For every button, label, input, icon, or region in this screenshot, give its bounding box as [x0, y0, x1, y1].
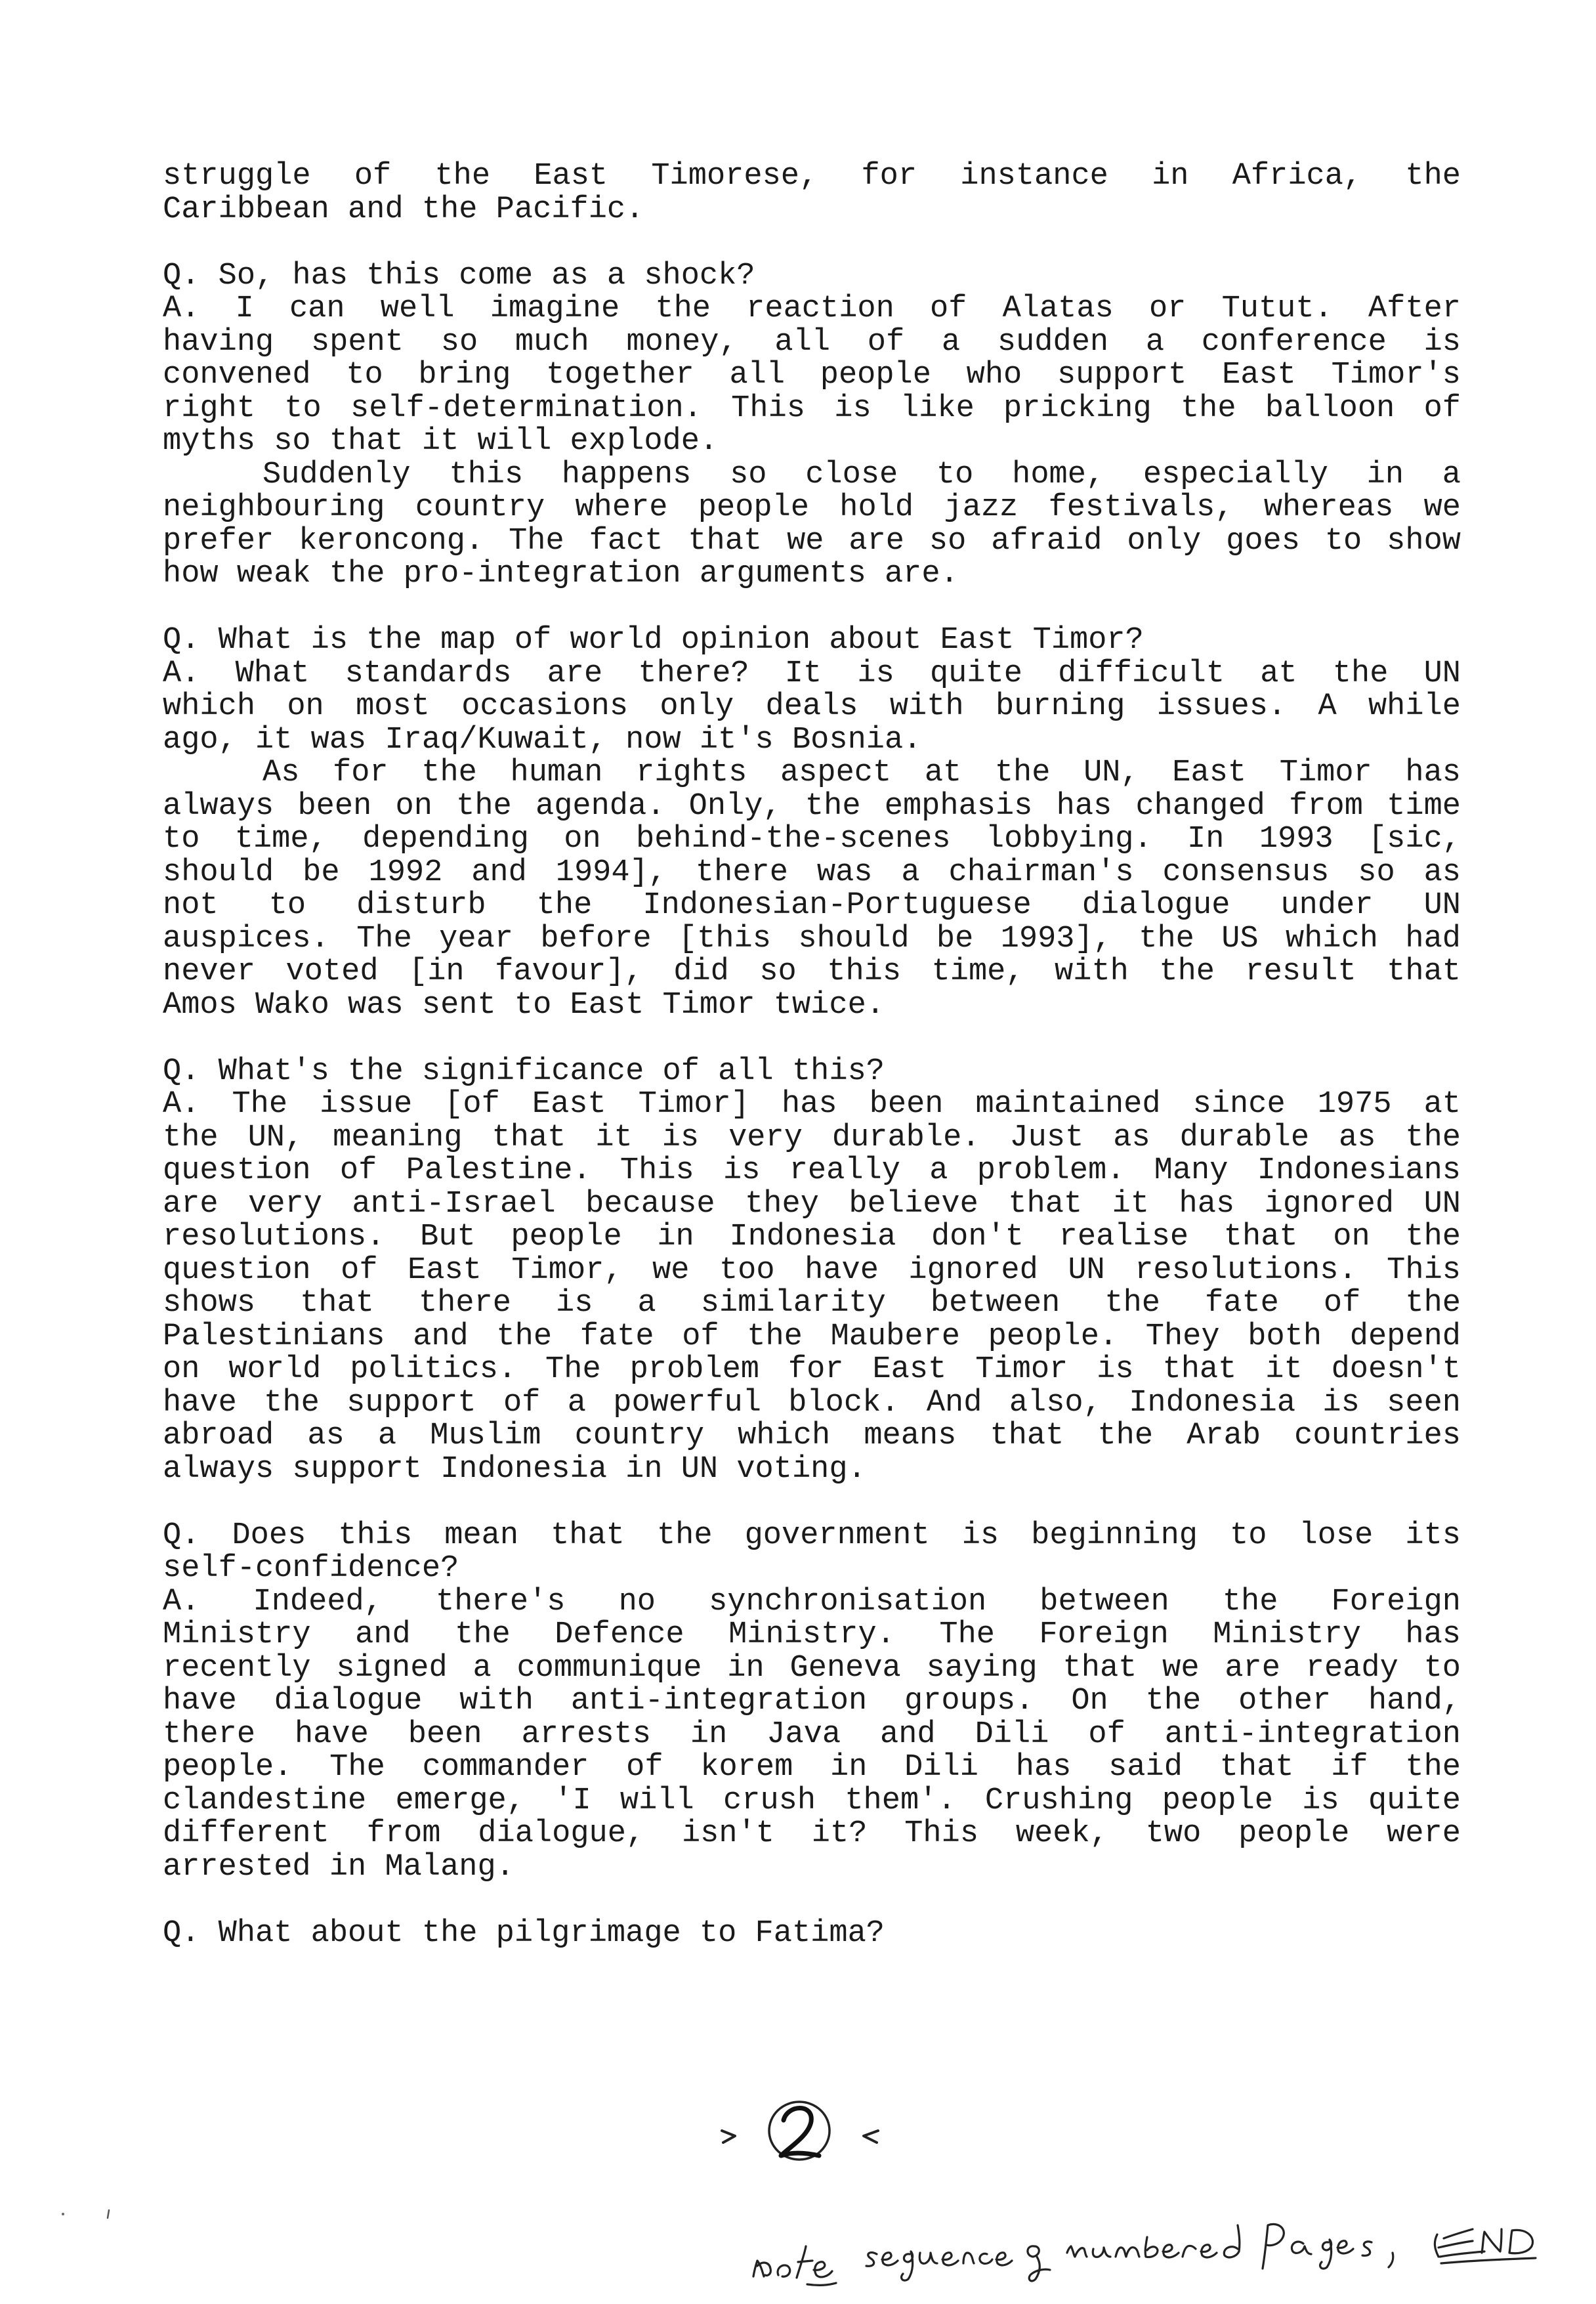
- text-line: Q. What's the significance of all this?: [163, 1055, 885, 1088]
- text-line: recently signed a communique in Geneva saying that we are ready to: [163, 1652, 1461, 1685]
- text-line: are very anti-Israel because they believe that it has ignored UN: [163, 1187, 1461, 1221]
- text-line: always been on the agenda. Only, the emphasis has changed from time: [163, 790, 1461, 823]
- paragraph-gap: [163, 1486, 1461, 1520]
- handwritten-page-number: [715, 2093, 886, 2171]
- text-line: different from dialogue, isn't it? This week, two people were: [163, 1818, 1461, 1851]
- text-line: Q. What is the map of world opinion about East Timor?: [163, 624, 1144, 658]
- paragraph: [163, 160, 1461, 226]
- text-line: Amos Wako was sent to East Timor twice.: [163, 989, 885, 1022]
- text-line: have dialogue with anti-integration groups. On the other hand,: [163, 1685, 1461, 1718]
- text-line: to time, depending on behind-the-scenes lobbying. In 1993 [sic,: [163, 823, 1461, 857]
- text-line: the UN, meaning that it is very durable. Just as durable as the: [163, 1121, 1461, 1155]
- text-line: Caribbean and the Pacific.: [163, 193, 644, 226]
- handwritten-note: [748, 2206, 1575, 2291]
- text-line: Palestinians and the fate of the Maubere people. They both depend: [163, 1320, 1461, 1354]
- text-line: people. The commander of korem in Dili has said that if the: [163, 1751, 1461, 1785]
- text-line: As for the human rights aspect at the UN, East Timor has: [262, 757, 1461, 790]
- text-line: Q. Does this mean that the government is beginning to lose its: [163, 1519, 1461, 1552]
- paragraph-gap: [163, 226, 1461, 260]
- text-line: resolutions. But people in Indonesia don't realise that on the: [163, 1221, 1461, 1254]
- paragraph-gap: [163, 591, 1461, 625]
- paragraph: [163, 1056, 1461, 1487]
- paragraph: [163, 260, 1461, 591]
- text-line: auspices. The year before [this should be 1993], the US which had: [163, 922, 1461, 956]
- text-line: abroad as a Muslim country which means that the Arab countries: [163, 1420, 1461, 1453]
- document-body: [163, 160, 1461, 1950]
- text-line: ago, it was Iraq/Kuwait, now it's Bosnia.: [163, 723, 922, 757]
- text-line: should be 1992 and 1994], there was a chairman's consensus so as: [163, 856, 1461, 889]
- text-line: Suddenly this happens so close to home, especially in a: [262, 458, 1461, 492]
- text-line: arrested in Malang.: [163, 1850, 514, 1884]
- text-line: Ministry and the Defence Ministry. The Foreign Ministry has: [163, 1619, 1461, 1652]
- text-line: having spent so much money, all of a sudden a conference is: [163, 326, 1461, 359]
- text-line: right to self-determination. This is like pricking the balloon of: [163, 392, 1461, 425]
- paragraph-gap: [163, 1884, 1461, 1917]
- scan-mark: [52, 2208, 125, 2221]
- text-line: struggle of the East Timorese, for instance in Africa, the: [163, 160, 1461, 194]
- text-line: question of East Timor, we too have ignored UN resolutions. This: [163, 1254, 1461, 1287]
- paragraph: [163, 1917, 1461, 1951]
- text-line: clandestine emerge, 'I will crush them'. Crushing people is quite: [163, 1784, 1461, 1818]
- text-line: have the support of a powerful block. And also, Indonesia is seen: [163, 1386, 1461, 1420]
- text-line: convened to bring together all people who support East Timor's: [163, 359, 1461, 393]
- paragraph-gap: [163, 1022, 1461, 1056]
- text-line: A. The issue [of East Timor] has been maintained since 1975 at: [163, 1088, 1461, 1122]
- paragraph: [163, 1520, 1461, 1885]
- text-line: question of Palestine. This is really a problem. Many Indonesians: [163, 1155, 1461, 1188]
- text-line: self-confidence?: [163, 1552, 459, 1586]
- text-line: neighbouring country where people hold jazz festivals, whereas we: [163, 492, 1461, 525]
- text-line: on world politics. The problem for East Timor is that it doesn't: [163, 1354, 1461, 1387]
- text-line: which on most occasions only deals with burning issues. A while: [163, 691, 1461, 724]
- text-line: there have been arrests in Java and Dili of anti-integration: [163, 1718, 1461, 1751]
- text-line: myths so that it will explode.: [163, 425, 719, 459]
- text-line: how weak the pro-integration arguments are.: [163, 558, 959, 591]
- text-line: Q. So, has this come as a shock?: [163, 259, 755, 293]
- text-line: prefer keroncong. The fact that we are so afraid only goes to show: [163, 524, 1461, 558]
- text-line: always support Indonesia in UN voting.: [163, 1453, 866, 1486]
- text-line: Q. What about the pilgrimage to Fatima?: [163, 1917, 885, 1950]
- paragraph: [163, 624, 1461, 1022]
- text-line: A. I can well imagine the reaction of Alatas or Tutut. After: [163, 293, 1461, 326]
- text-line: A. What standards are there? It is quite difficult at the UN: [163, 657, 1461, 691]
- text-line: shows that there is a similarity between the fate of the: [163, 1287, 1461, 1321]
- text-line: not to disturb the Indonesian-Portuguese dialogue under UN: [163, 889, 1461, 923]
- text-line: never voted [in favour], did so this time, with the result that: [163, 956, 1461, 989]
- text-line: A. Indeed, there's no synchronisation between the Foreign: [163, 1585, 1461, 1619]
